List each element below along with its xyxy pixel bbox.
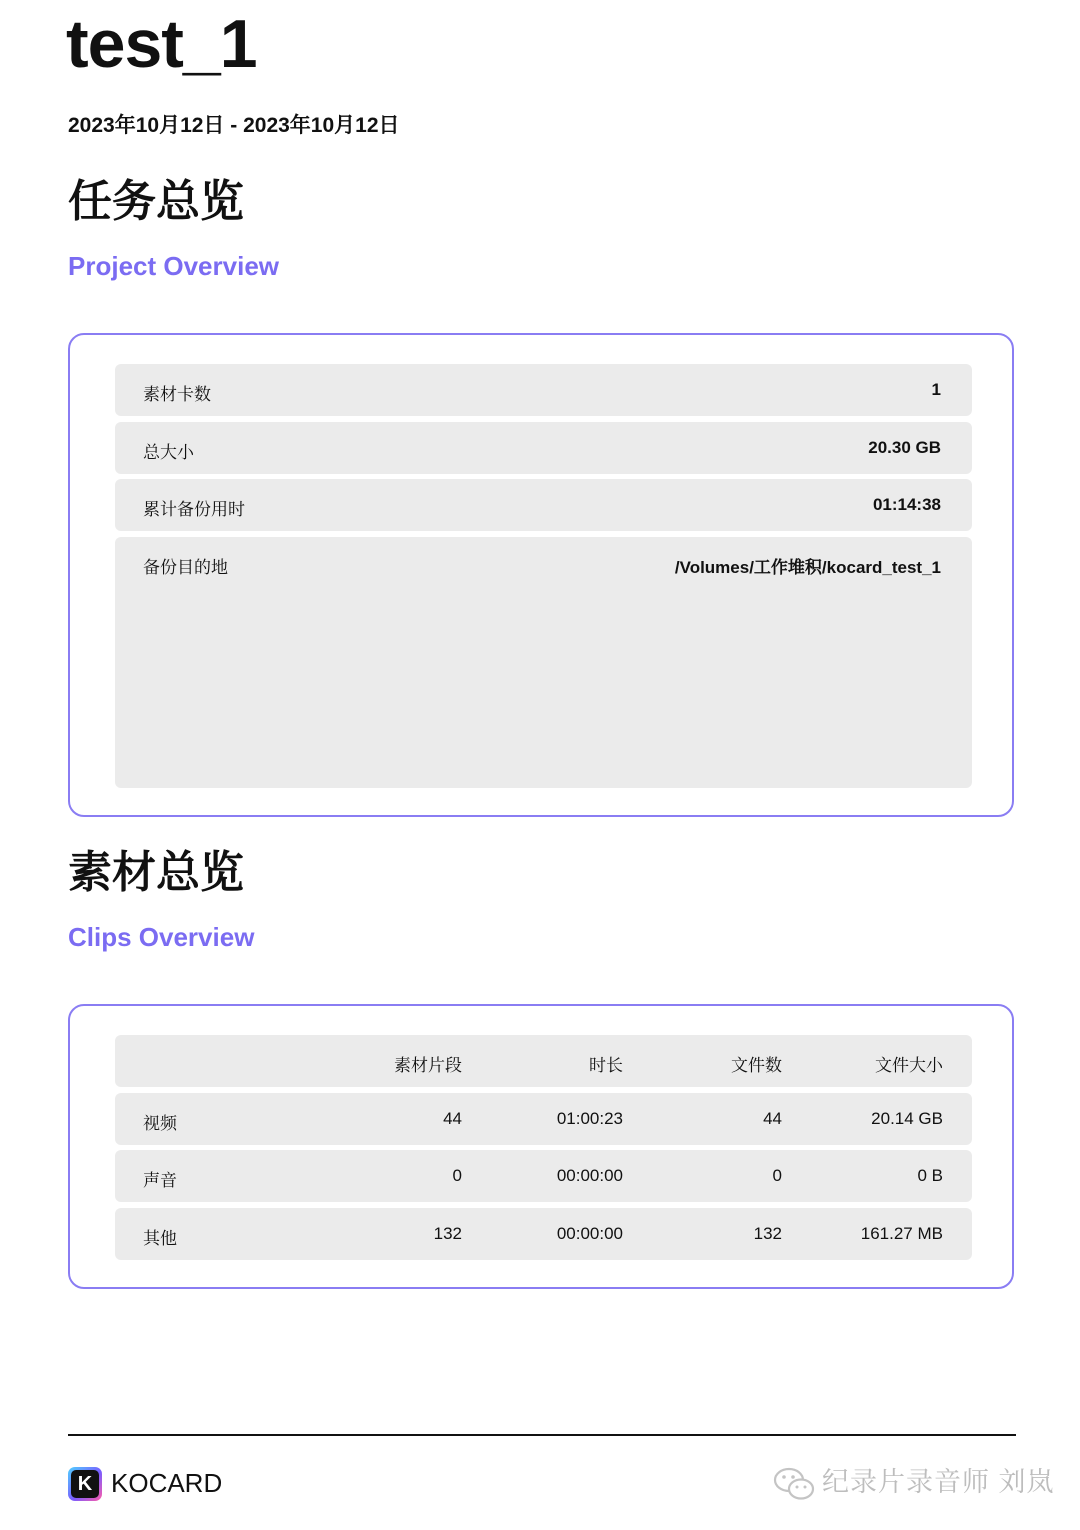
table-cell: 00:00:00 xyxy=(556,1166,623,1185)
table-cell: 132 xyxy=(753,1224,782,1243)
table-cell: 20.14 GB xyxy=(871,1109,943,1128)
clips-overview-card xyxy=(68,1004,1014,1289)
table-row xyxy=(115,1093,972,1145)
column-header: 时长 xyxy=(589,1056,623,1075)
table-row xyxy=(115,1150,972,1202)
footer-divider xyxy=(68,1434,1016,1436)
overview-row-value: 20.30 GB xyxy=(868,438,941,457)
table-cell: 44 xyxy=(443,1109,462,1128)
kocard-logo-icon xyxy=(68,1467,102,1501)
table-cell: 视频 xyxy=(143,1114,177,1133)
watermark-text: 纪录片录音师 刘岚 xyxy=(822,1467,1055,1497)
table-cell: 161.27 MB xyxy=(860,1224,943,1243)
table-cell: 01:00:23 xyxy=(556,1109,623,1128)
project-overview-heading-zh: 任务总览 xyxy=(68,177,244,226)
table-header-row xyxy=(115,1035,972,1087)
column-header: 素材片段 xyxy=(394,1056,462,1075)
column-header: 文件大小 xyxy=(875,1056,943,1075)
date-range: 2023年10月12日 - 2023年10月12日 xyxy=(68,114,400,137)
overview-row-label: 总大小 xyxy=(143,443,194,462)
report-title: test_1 xyxy=(66,6,257,82)
table-cell: 132 xyxy=(433,1224,462,1243)
overview-row-destination xyxy=(115,537,972,788)
project-overview-heading-en: Project Overview xyxy=(68,251,279,281)
overview-row-backup-time xyxy=(115,479,972,531)
column-header: 文件数 xyxy=(731,1056,782,1075)
logo-letter: K xyxy=(71,1470,99,1498)
overview-row-label: 备份目的地 xyxy=(143,558,228,577)
table-cell: 44 xyxy=(763,1109,782,1128)
clips-overview-heading-zh: 素材总览 xyxy=(68,848,244,897)
overview-row-label: 素材卡数 xyxy=(143,385,211,404)
overview-row-total-size xyxy=(115,422,972,474)
table-cell: 00:00:00 xyxy=(556,1224,623,1243)
table-cell: 声音 xyxy=(143,1171,177,1190)
overview-row-value: 01:14:38 xyxy=(872,495,941,514)
project-overview-card xyxy=(68,333,1014,817)
overview-row-label: 累计备份用时 xyxy=(143,500,245,519)
clips-overview-heading-en: Clips Overview xyxy=(68,922,255,952)
overview-row-card-count xyxy=(115,364,972,416)
table-cell: 其他 xyxy=(143,1229,177,1248)
overview-row-value: 1 xyxy=(931,380,941,399)
wechat-icon xyxy=(772,1466,818,1502)
brand-name: KOCARD xyxy=(111,1468,223,1498)
table-row xyxy=(115,1208,972,1260)
table-cell: 0 xyxy=(772,1166,782,1185)
table-cell: 0 B xyxy=(917,1166,943,1185)
table-cell: 0 xyxy=(452,1166,462,1185)
overview-row-value: /Volumes/工作堆积/kocard_test_1 xyxy=(674,558,941,577)
